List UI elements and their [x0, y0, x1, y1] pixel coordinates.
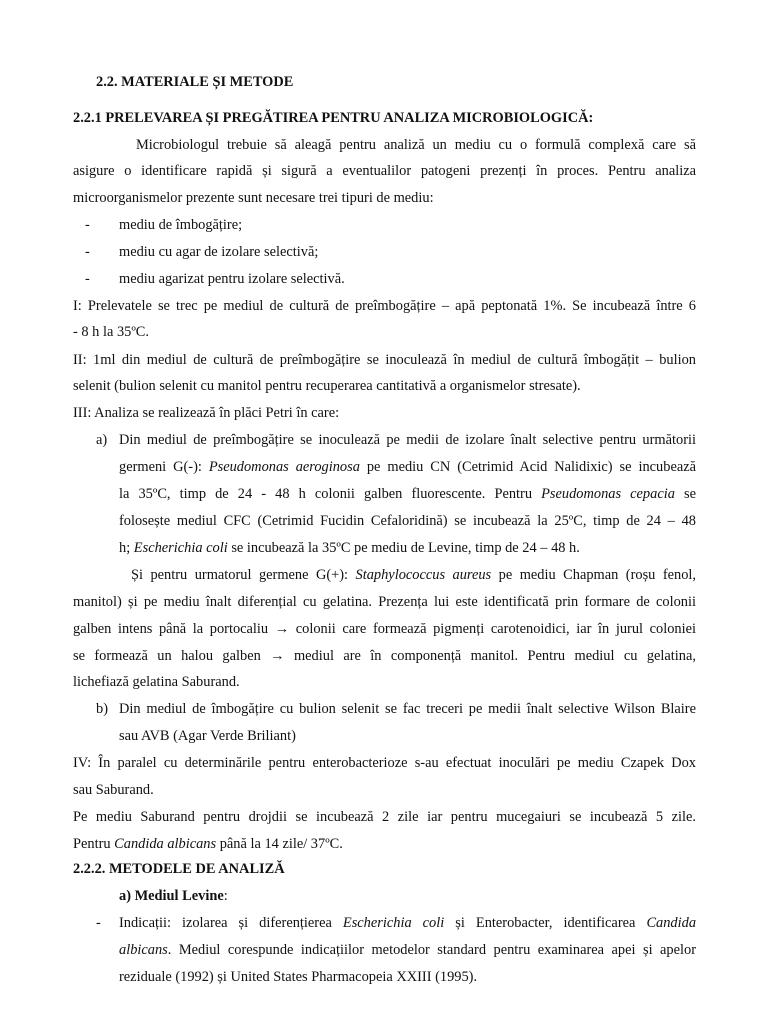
gpos-line-3: galben intens până la portocaliu → colonii care formează pigmenți carotenoidici, iar în jurul coloniei — [73, 621, 696, 637]
step2-line-1: II: 1ml din mediul de cultură de preîmbogățire se inoculează în mediul de cultură îmbogățit – bulion — [73, 352, 696, 368]
gpos-line-2: manitol) și pe mediu înalt diferențial cu gelatina. Prezența lui este identificată prin formare de colonii — [73, 594, 696, 610]
step4-line-2: sau Saburand. — [73, 782, 154, 798]
organism-name: Pseudomonas aeroginosa — [208, 459, 360, 475]
list-item: mediu cu agar de izolare selectivă; — [119, 244, 319, 260]
step4-line-1: IV: În paralel cu determinările pentru enterobacterioze s-au efectuat inoculări pe mediu Czapek Dox — [73, 755, 696, 771]
levine-line-1: Indicații: izolarea și diferențierea Escherichia coli și Enterobacter, identificarea Candida — [119, 915, 697, 931]
saburand-line-1: Pe mediu Saburand pentru drojdii se incubează 2 zile iar pentru mucegaiuri se incubează 5 zile. — [73, 809, 696, 825]
gpos-line-4: se formează un halou galben → mediul are în componență manitol. Pentru mediul cu gelatina, — [73, 648, 696, 664]
list-item: mediu agarizat pentru izolare selectivă. — [119, 271, 345, 287]
intro-line-1: Microbiologul trebuie să aleagă pentru analiză un mediu cu o formulă complexă care să — [136, 137, 696, 153]
organism-name: Candida albicans — [114, 836, 217, 852]
item-a-marker: a) — [96, 432, 108, 448]
subsection-heading: 2.2.1 PRELEVAREA ȘI PREGĂTIREA PENTRU ANALIZA MICROBIOLOGICĂ: — [73, 110, 594, 126]
list-item: mediu de îmbogățire; — [119, 217, 243, 233]
item-a-line-3: la 35ºC, timp de 24 - 48 h colonii galben fluorescente. Pentru Pseudomonas cepacia se — [119, 486, 697, 502]
methods-heading: 2.2.2. METODELE DE ANALIZĂ — [73, 861, 285, 877]
step1-line-2: - 8 h la 35ºC. — [73, 324, 150, 340]
saburand-line-2: Pentru Candida albicans până la 14 zile/ 37ºC. — [73, 836, 343, 852]
intro-line-2: asigure o identificare rapidă și sigură a eventualilor patogeni prezenți în proces. Pentru analiza — [73, 163, 696, 179]
section-heading: 2.2. MATERIALE ȘI METODE — [96, 74, 294, 90]
intro-line-3: microorganismelor prezente sunt necesare trei tipuri de mediu: — [73, 190, 434, 206]
list-bullet: - — [85, 217, 90, 233]
step1-line-1: I: Prelevatele se trec pe mediul de cultură de preîmbogățire – apă peptonată 1%. Se incubează între 6 — [73, 298, 696, 314]
list-bullet: - — [96, 915, 101, 931]
organism-name: Staphylococcus aureus — [355, 567, 492, 583]
levine-line-2: albicans. Mediul corespunde indicațiilor metodelor standard pentru examinarea apei și apelor — [119, 942, 696, 958]
item-b-marker: b) — [96, 701, 108, 717]
levine-line-3: reziduale (1992) și United States Pharmacopeia XXIII (1995). — [119, 969, 478, 985]
item-a-line-4: folosește mediul CFC (Cetrimid Fucidin Cefaloridină) se incubează la 25ºC, timp de 24 – 48 — [119, 513, 696, 529]
organism-name: Pseudomonas cepacia — [541, 486, 675, 502]
list-bullet: - — [85, 244, 90, 260]
organism-name: Escherichia coli — [342, 915, 445, 931]
gpos-line-5: lichefiază gelatina Saburand. — [73, 674, 240, 690]
organism-name: Candida — [646, 915, 697, 931]
item-a-line-1: Din mediul de preîmbogățire se inoculează pe medii de izolare înalt selective pentru următorii — [119, 432, 696, 448]
organism-name: albicans — [119, 942, 168, 958]
item-b-line-2: sau AVB (Agar Verde Briliant) — [119, 728, 296, 744]
item-a-line-5: h; Escherichia coli se incubează la 35ºC pe mediu de Levine, timp de 24 – 48 h. — [119, 540, 580, 556]
levine-title: a) Mediul Levine: — [119, 888, 228, 904]
item-a-line-2: germeni G(-): Pseudomonas aeroginosa pe mediu CN (Cetrimid Acid Nalidixic) se incubează — [119, 459, 696, 475]
step3-line-1: III: Analiza se realizează în plăci Petri în care: — [73, 405, 340, 421]
gpos-line-1: Și pentru urmatorul germene G(+): Staphylococcus aureus pe mediu Chapman (roșu fenol, — [131, 567, 697, 583]
organism-name: Escherichia coli — [133, 540, 228, 556]
step2-line-2: selenit (bulion selenit cu manitol pentru recuperarea cantitativă a organismelor stresate). — [73, 378, 581, 394]
list-bullet: - — [85, 271, 90, 287]
item-b-line-1: Din mediul de îmbogățire cu bulion selenit se fac treceri pe medii înalt selective Wilson Blaire — [119, 701, 696, 717]
